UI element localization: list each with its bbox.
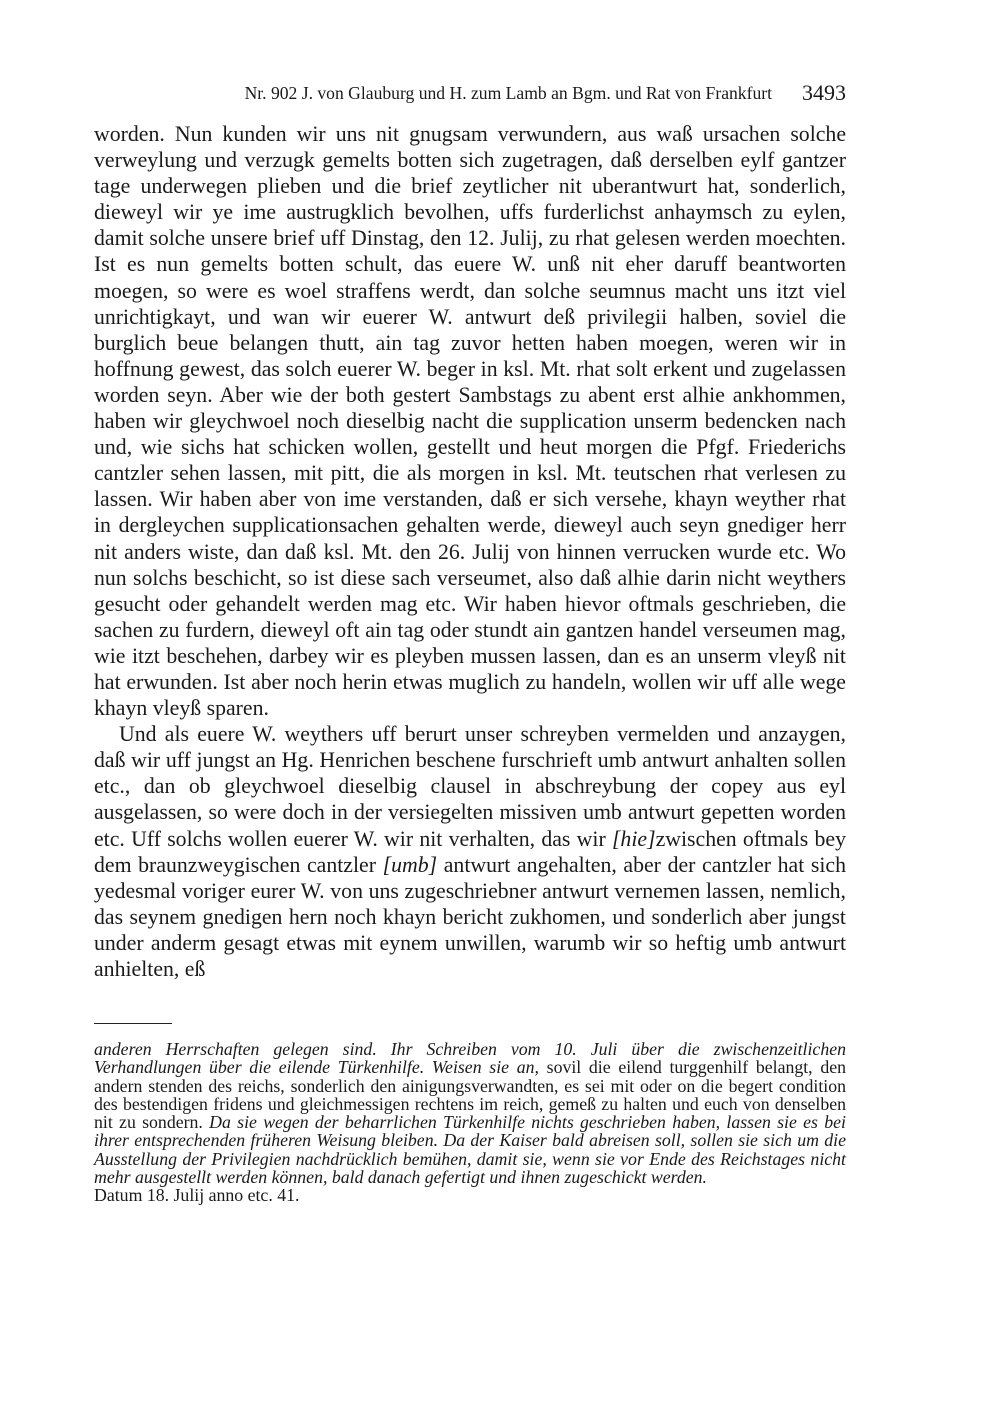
running-header	[94, 80, 846, 110]
running-title: Nr. 902 J. von Glauburg und H. zum Lamb an Bgm. und Rat von Frankfurt	[244, 83, 772, 103]
page-number: 3493	[802, 80, 846, 105]
editorial-insertion-umb: [umb]	[382, 852, 438, 877]
footnote-rule	[94, 1023, 172, 1024]
footnote-italic-2: Da sie wegen der beharrlichen Türkenhilfe nichts geschrieben haben, lassen sie es bei ihrer entsprechenden früheren Weisung bleiben. Da der Kaiser bald abreisen soll, sollen sie sich um die Ausstellung der Privilegien nachdrücklich bemühen, damit sie, wenn sie vor Ende des Reichstages nicht mehr ausgestellt werden können, bald danach gefertigt und ihnen zugeschickt werden.	[94, 1112, 846, 1188]
footnote-paragraph	[94, 1040, 846, 1186]
footnote-italic-1: anderen Herrschaften gelegen sind. Ihr Schreiben vom 10. Juli über die zwischenzeitlichen Verhandlungen über die eilende Türkenhilfe. Weisen sie an,	[94, 1039, 846, 1078]
main-text	[94, 121, 846, 982]
footnote-date: Datum 18. Julij anno etc. 41.	[94, 1185, 300, 1206]
paragraph-2-text-a: Und als euere W. weythers uff berurt unser schreyben vermelden und anzaygen, daß wir uff jungst an Hg. Henrichen beschene furschrieft umb antwurt anhalten sollen etc., dan ob gleychwoel dieselbig clausel in abschreybung der copey aus eyl ausgelassen, so were doch in der versiegelten missiven umb antwurt gepetten worden etc. Uff solchs wollen euerer W. wir nit verhalten, das wir	[94, 722, 846, 851]
paragraph-2-text-b: zwischen oftmals bey dem braunzweygischen cantzler	[94, 826, 846, 877]
footnote	[94, 1040, 846, 1205]
paragraph-2	[94, 721, 846, 982]
editorial-insertion-hie: [hie]	[611, 826, 656, 851]
paragraph-1: worden. Nun kunden wir uns nit gnugsam verwundern, aus waß ursachen solche verweylung und verzugk gemelts botten sich zugetragen, daß derselben eylf gantzer tage underwegen plieben und die brief zeytlicher nit uberantwurt hat, sonderlich, dieweyl wir ye ime austrugklich bevolhen, uffs furderlichst anhaymsch zu eylen, damit solche unsere brief uff Dinstag, den 12. Julij, zu rhat gelesen werden moechten. Ist es nun gemelts botten schult, das euere W. unß nit eher daruff beantworten moegen, so were es woel straffens werdt, dan solche seumnus macht uns itzt viel unrichtigkayt, und wan wir euerer W. antwurt deß privilegii halben, soviel die burglich beue belangen thutt, ain tag zuvor hetten haben moegen, weren wir in hoffnung gewest, das solch euerer W. beger in ksl. Mt. rhat solt erkent und zugelassen worden seyn. Aber wie der both gestert Sambstags zu abent erst alhie ankhommen, haben wir gleychwoel noch dieselbig nacht die supplication unserm bedencken nach und, wie sichs hat schicken wollen, gestellt und heut morgen die Pfgf. Friederichs cantzler sehen lassen, mit pitt, die als morgen in ksl. Mt. teutschen rhat verlesen zu lassen. Wir haben aber von ime verstanden, daß er sich versehe, khayn weyther rhat in dergleychen supplicationsachen gehalten werde, dieweyl auch seyn gnediger herr nit anders wiste, dan daß ksl. Mt. den 26. Julij von hinnen verrucken wurde etc. Wo nun solchs beschicht, so ist diese sach verseumet, also daß alhie darin nicht weythers gesucht oder gehandelt werden mag etc. Wir haben hievor oftmals geschrieben, die sachen zu furdern, dieweyl oft ain tag oder stundt ain gantzen handel verseumen mag, wie itzt beschehen, darbey wir es pleyben mussen lassen, dan es an unserm vleyß nit hat erwunden. Ist aber noch herin etwas muglich zu handeln, wollen wir uff alle wege khayn vleyß sparen.	[94, 122, 846, 721]
footnote-roman-1: sovil die eilend turggenhilf belangt, den andern stenden des reichs, sonderlich den ainigungsverwandten, es sei mit oder on die begert condition des bestendigen fridens und gleichmessigen rechtens im reich, gemeß zu halten und euch von denselben nit zu sondern.	[94, 1057, 846, 1133]
paragraph-2-text-c: antwurt angehalten, aber der cantzler hat sich yedesmal voriger eurer W. von uns zugeschriebner antwurt vernemen lassen, nemlich, das seynem gnedigen hern noch khayn bericht zukhomen, und sonderlich aber jungst under anderm gesagt etwas mit eynem unwillen, warumb wir so heftig umb antwurt anhielten, eß	[94, 852, 847, 981]
